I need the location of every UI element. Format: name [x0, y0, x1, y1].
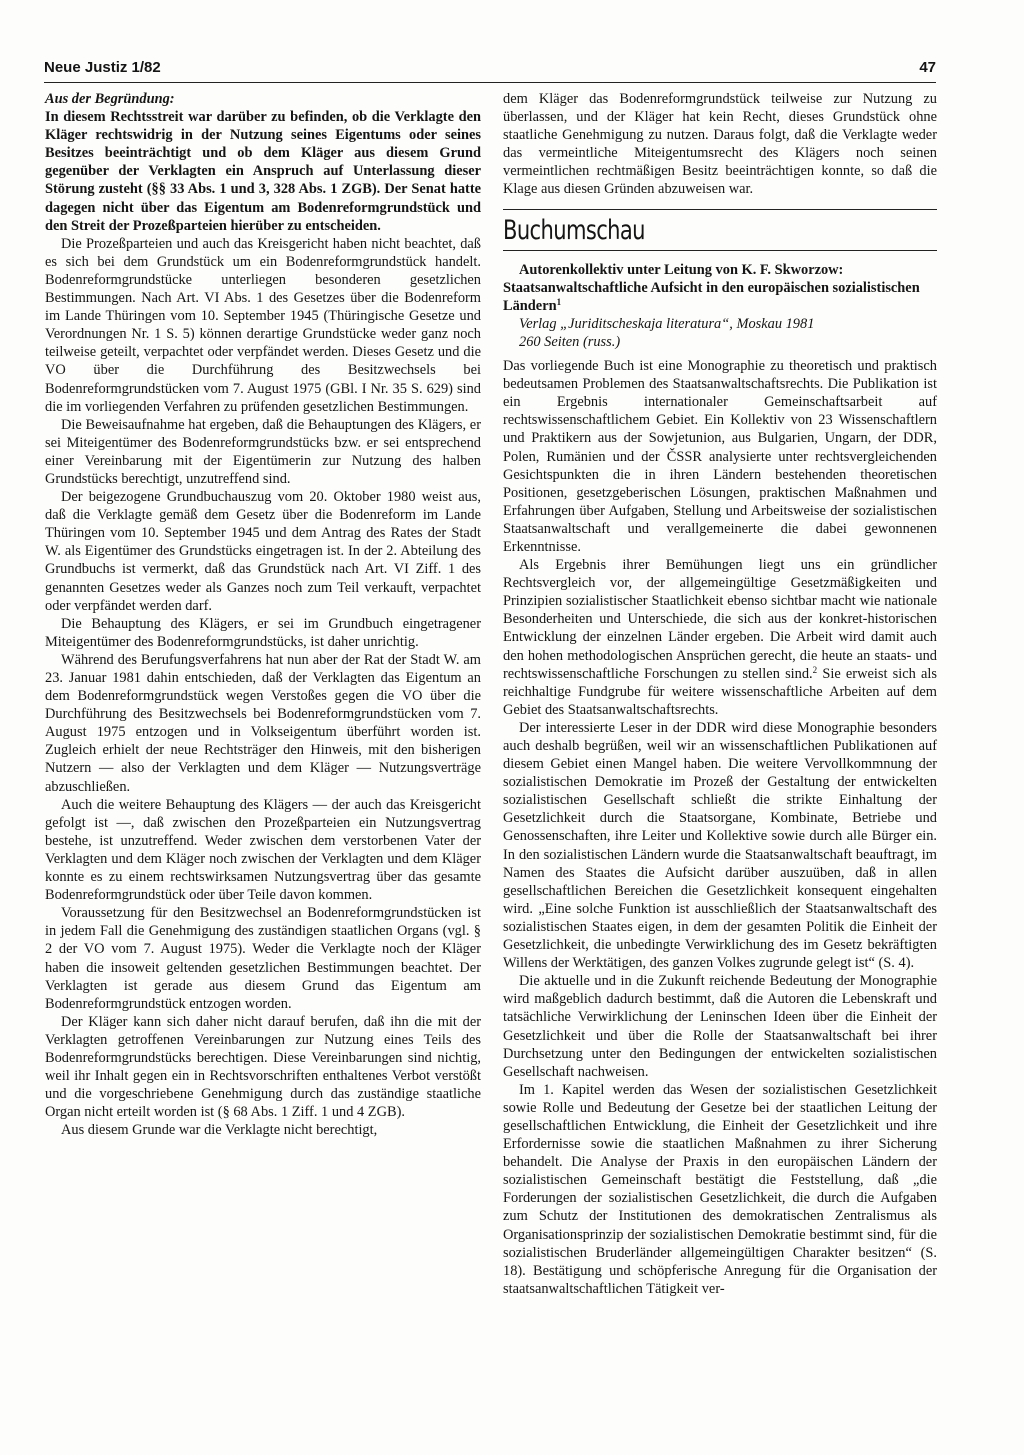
review-paragraph	[503, 556, 937, 719]
book-title-text: Autorenkollektiv unter Leitung von K. F. Skworzow: Staatsanwaltschaftliche Aufsicht in den europäischen sozialistischen Ländern	[503, 261, 920, 314]
book-pages: 260 Seiten (russ.)	[519, 333, 621, 350]
section-lead: Aus der Begründung:	[45, 91, 175, 107]
review-paragraph-text: Als Ergebnis ihrer Bemühungen liegt uns ein gründlicher Rechtsvergleich vor, der allgemeingültige Gesetzmäßigkeiten und Prinzipien sozialistischer Staatlichkeit ebenso sichtbar macht wie nationale Besonderheiten und Unterschiede, die sich aus der konkret-historischen Entwicklung der einzelnen Länder ergeben. Die Arbeit wird damit auch den hohen methodologischen Ansprüchen gerecht, die heute an staats- und rechtswissenschaftliche Forschungen zu stellen sind.	[503, 557, 937, 682]
review-paragraph: Die aktuelle und in die Zukunft reichende Bedeutung der Monographie wird maßgeblich dadurch bestimmt, daß die Autoren die Lebenskraft und tatsächliche Verwirklichung der Leninschen Ideen über die Einheit der Gesetzlichkeit und über die Rolle der Staatsanwaltschaft bei ihrer Durchsetzung unter den Bedingungen der entwickelten sozialistischen Gesellschaft nachweisen.	[503, 973, 937, 1080]
left-paragraph: Die Prozeßparteien und auch das Kreisgericht haben nicht beachtet, daß es sich bei dem Grundstück um ein Bodenreformgrundstück handelt. Bodenreformgrundstücke unterliegen besonderen gesetzlichen Bestimmungen. Nach Art. VI Abs. 1 des Gesetzes über die Bodenreform im Lande Thüringen vom 10. September 1945 (Thüringische Gesetze und Verordnungen Nr. 1 S. 5) können derartige Grundstücke weder ganz noch teilweise geteilt, verpachtet oder verpfändet werden. Dieses Gesetz und die VO über die Durchführung des Besitzwechsels bei Bodenreformgrundstücken vom 7. August 1975 (GBl. I Nr. 35 S. 629) sind die im vorliegenden Verfahren zu prüfenden gesetzlichen Bestimmungen.	[45, 235, 481, 415]
section-title: Buchumschau	[503, 214, 645, 246]
running-head	[44, 59, 936, 81]
continuation-paragraph: dem Kläger das Bodenreformgrundstück teilweise zur Nutzung zu überlassen, und der Kläger hat kein Recht, dieses Grundstück ohne staatliche Genehmigung zu nutzen. Daraus folgt, daß die Verklagte weder das vermeintliche Miteigentumsrecht des Klägers noch seinen vermeintlichen rechtmäßigen Besitz beeinträchtigen konnte, so daß die Klage aus diesen Gründen abzuweisen war.	[503, 91, 937, 198]
review-paragraph: Das vorliegende Buch ist eine Monographie zu theoretisch und praktisch bedeutsamen Problemen des Staatsanwaltschaftsrechts. Die Publikation ist ein Ergebnis internationaler Gemeinschaftsarbeit auf rechtswissenschaftlichem Gebiet. Ein Kollektiv von 23 Wissenschaftlern und Praktikern aus der Sowjetunion, aus Bulgarien, Ungarn, der DDR, Polen, Rumänien und der ČSSR analysierte unter rechtsvergleichenden Gesichtspunkten die in ihren Ländern bestehenden theoretischen Positionen, gesetzgeberischen Lösungen, praktischen Maßnahmen und Erfahrungen über Aufgaben, Stellung und Arbeitsweise der sozialistischen Staatsanwaltschaft und verallgemeinerte die dabei gewonnenen Erkenntnisse.	[503, 358, 937, 555]
section-rule-top	[503, 209, 937, 210]
book-title	[503, 261, 937, 315]
left-paragraph: Auch die weitere Behauptung des Klägers — der auch das Kreisgericht gefolgt ist —, daß zwischen den Prozeßparteien ein Nutzungsvertrag bestehe, ist unzutreffend. Weder zwischen dem verstorbenen Vater der Verklagten und dem Kläger noch zwischen der Verklagten und dem Kläger konnte es zu einem rechtswirksamen Nutzungsvertrag über das gesamte Bodenreformgrundstück oder über Teile davon kommen.	[45, 796, 481, 904]
page-number: 47	[919, 59, 936, 76]
footnote-ref-1: 1	[556, 296, 562, 307]
left-paragraph: Die Beweisaufnahme hat ergeben, daß die Behauptungen des Klägers, er sei Miteigentümer des Bodenreformgrundstücks bzw. er sei entsprechend einer Vereinbarung mit der Eigentümerin zur Nutzung des halben Grundstücks berechtigt, unzutreffend sind.	[45, 416, 481, 487]
right-column	[503, 90, 937, 1298]
header-rule	[44, 82, 936, 83]
review-paragraph: Der interessierte Leser in der DDR wird diese Monographie besonders auch deshalb begrüßen, weil wir an wissenschaftlichen Publikationen auf diesem Gebiet einen Mangel haben. Die weitere Vervollkommnung der sozialistischen Demokratie im Prozeß der Gestaltung der entwickelten sozialistischen Gesellschaft schließt die strikte Einhaltung der Gesetzlichkeit durch die Staatsorgane, Kombinate, Betriebe und Genossenschaften, ihre Leiter und Kollektive sowie durch alle Bürger ein. In den sozialistischen Ländern wurde die Staatsanwaltschaft beauftragt, im Namen des Staates die Aufsicht darüber auszuüben, daß in allen gesellschaftlichen Bereichen die Gesetzlichkeit konsequent eingehalten wird. „Eine solche Funktion ist ausschließlich der Staatsanwaltschaft des sozialistischen Staates eigen, in dem der gesamten Politik die Einheit der Gesetzlichkeit, die unbedingte Verwirklichung des im Gesetz bekräftigten Willens der Werktätigen, des ganzen Volkes zugrunde gelegt ist“ (S. 4).	[503, 719, 937, 972]
footnote-ref-2: 2	[812, 664, 818, 675]
left-paragraph: Aus diesem Grunde war die Verklagte nicht berechtigt,	[61, 1122, 378, 1139]
left-paragraph: Die Behauptung des Klägers, er sei im Grundbuch eingetragener Miteigentümer des Bodenreformgrundstücks, ist daher unrichtig.	[45, 615, 481, 650]
review-paragraph: Im 1. Kapitel werden das Wesen der sozialistischen Gesetzlichkeit sowie Rolle und Bedeutung der Gesetze bei der staatlichen Leitung der gesellschaftlichen Entwicklung, die Einheit der Gesetzlichkeit und ihre Erfordernisse sowie die staatlichen Maßnahmen zu ihrer Sicherung behandelt. Die Analyse der Praxis in den europäischen Ländern der sozialistischen Gemeinschaft bestätigt die Feststellung, daß „die Forderungen der sozialistischen Gesetzlichkeit, die durch die Aufgaben zum Schutz der Institutionen des demokratischen Zentralismus als Organisationsprinzip der sozialistischen Demokratie bestimmt sind, für die sozialistischen Bruderländer allgemeingültigen Charakter besitzen“ (S. 18). Bestätigung und schöpferische Anregung für die Organisation der staatsanwaltschaftlichen Tätigkeit ver-	[503, 1081, 937, 1297]
review-paragraph-text: Sie erweist sich als reichhaltige Fundgrube für weitere wissenschaftliche Arbeiten auf dem Gebiet des Staatsanwaltschaftsrechts.	[503, 665, 937, 718]
book-publisher: Verlag „Juriditscheskaja literatura“, Moskau 1981	[519, 315, 815, 332]
left-paragraph: Voraussetzung für den Besitzwechsel an Bodenreformgrundstücken ist in jedem Fall die Genehmigung des zuständigen staatlichen Organs (vgl. § 2 der VO vom 7. August 1975). Weder die Verklagte noch der Kläger haben die insoweit geltenden gesetzlichen Bestimmungen beachtet. Der Verklagten ist gerade aus diesem Grund das Eigentum am Bodenreformgrundstück entzogen worden.	[45, 905, 481, 1012]
left-paragraph: Der Kläger kann sich daher nicht darauf berufen, daß ihn die mit der Verklagten getroffenen Vereinbarungen zur Nutzung eines Teils des Bodenreformgrundstücks berechtigen. Diese Vereinbarungen sind nichtig, weil ihr Inhalt gegen ein in Rechtsvorschriften enthaltenes Verbot verstößt und die vorgeschriebene Genehmigung durch das zuständige staatliche Organ nicht erteilt worden ist (§ 68 Abs. 1 Ziff. 1 und 4 ZGB).	[45, 1013, 481, 1121]
left-paragraph: Während des Berufungsverfahrens hat nun aber der Rat der Stadt W. am 23. Januar 1981 dahin entschieden, daß der Verklagten das Eigentum an dem Bodenreformgrundstück wegen Verstoßes gegen die VO über die Durchführung des Besitzwechsels bei Bodenreformgrundstücken vom 7. August 1975 entzogen und in Volkseigentum überführt worden ist. Zugleich erhielt der neue Rechtsträger den Hinweis, mit den bisherigen Nutzern — also der Verklagten und dem Kläger — Nutzungsverträge abzuschließen.	[45, 651, 481, 795]
left-paragraph: Der beigezogene Grundbuchauszug vom 20. Oktober 1980 weist aus, daß die Verklagte gemäß dem Gesetz über die Bodenreform im Lande Thüringen vom 10. September 1945 und dem Antrag des Rates der Stadt W. als Eigentümer des Grundstücks eingetragen ist. In der 2. Abteilung des Grundbuchs ist vermerkt, daß das Grundstück nach Art. VI Ziff. 1 des genannten Gesetzes weder als Ganzes noch zum Teil verkauft, verpachtet oder verpfändet werden darf.	[45, 489, 481, 614]
journal-issue: Neue Justiz 1/82	[44, 59, 161, 76]
left-paragraph: In diesem Rechtsstreit war darüber zu befinden, ob die Verklagte den Kläger rechtswidrig in der Nutzung seines Eigentums oder seines Besitzes beeinträchtigt und ob dem Kläger aus diesem Grund gegenüber der Verklagten ein Anspruch auf Unterlassung dieser Störung zusteht (§§ 33 Abs. 1 und 3, 328 Abs. 1 ZGB). Der Senat hatte dagegen nicht über das Eigentum am Bodenreformgrundstück und den Streit der Prozeßparteien hierüber zu entscheiden.	[45, 109, 481, 234]
left-column	[45, 90, 481, 1139]
